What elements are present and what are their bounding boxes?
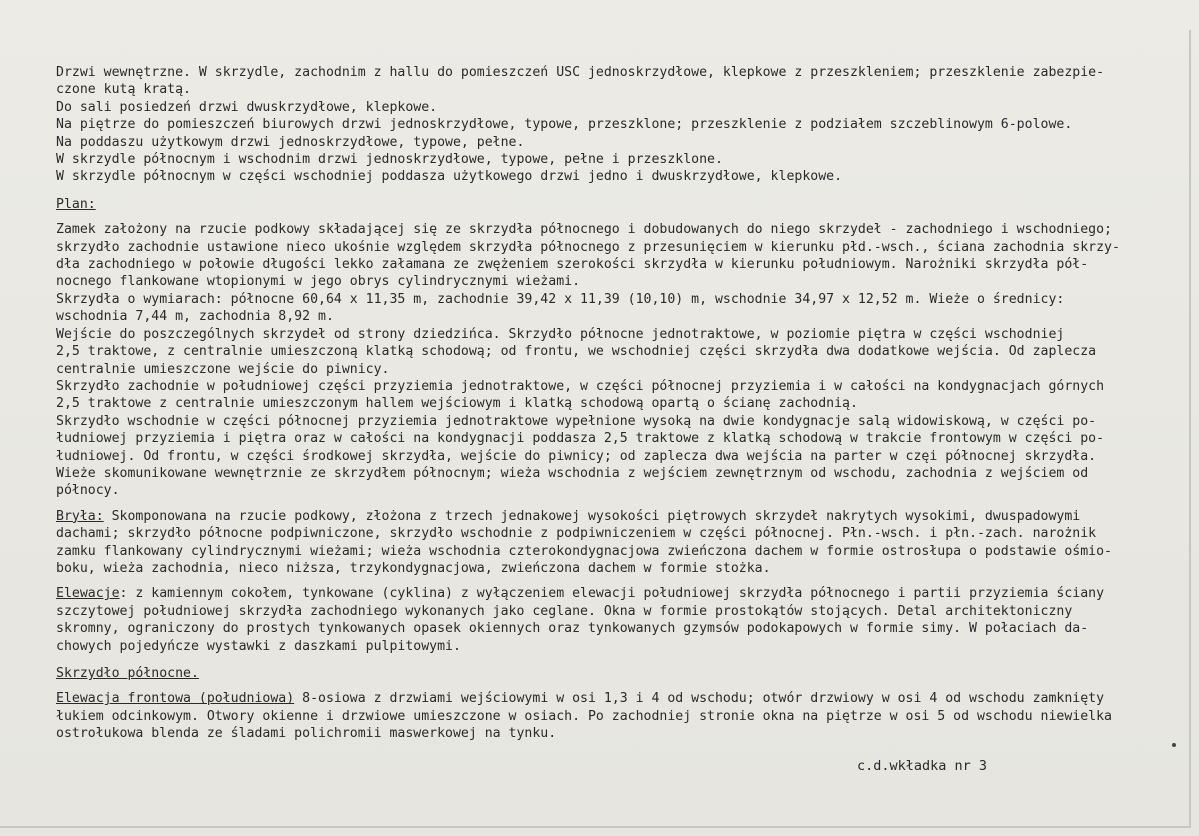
text-run: : z kamiennym cokołem, tynkowane (cyklina) z wyłączeniem elewacji południowej skrzydła północnego i partii przyziemia ściany: [119, 586, 1105, 602]
text-line: Wieże skomunikowane wewnętrznie ze skrzydłem północnym; wieża wschodnia z wejściem zewnętrznym od wschodu, zachodnia z wejściem od: [56, 465, 1089, 481]
text-line: W skrzydle północnym w części wschodniej poddasza użytkowego drzwi jedno i dwuskrzydłowe, klepkowe.: [56, 169, 843, 185]
text-line: Na piętrze do pomieszczeń biurowych drzwi jednoskrzydłowe, typowe, przeszklone; przeszklenie z podziałem szczeblinowym 6-polowe.: [56, 117, 1073, 133]
text-line: dła zachodniego w połowie długości lekko załamana ze zwężeniem szerokości skrzydła w kierunku południowym. Narożniki skrzydła pół-: [56, 257, 1089, 273]
text-line: czone kutą kratą.: [56, 82, 191, 98]
skrzydlo-heading: Skrzydło północne.: [56, 666, 199, 681]
continuation-note: c.d.wkładka nr 3: [857, 758, 988, 774]
text-run: 8-osiowa z drzwiami wejściowymi w osi 1,3 i 4 od wschodu; otwór drzwiowy w osi 4 od wschodu zamknięty: [294, 691, 1105, 707]
text-line: W skrzydle północnym i wschodnim drzwi jednoskrzydłowe, typowe, pełne i przeszklone.: [56, 152, 723, 168]
elewacje-heading: Elewacje: [56, 586, 120, 602]
document-body: [56, 64, 1156, 743]
text-line: Zamek założony na rzucie podkowy składającej się ze skrzydła północnego i dobudowanych do niego skrzydeł - zachodniego i wschodniego;: [56, 222, 1112, 238]
text-line: boku, wieża zachodnia, nieco niższa, trzykondygnacjowa, zwieńczona dachem w formie stożka.: [56, 560, 771, 576]
text-line: Skrzydło zachodnie w południowej części przyziemia jednotraktowe, w części północnej przyziemia i w całości na kondygnacjach górnych: [56, 378, 1105, 394]
text-line: skromny, ograniczony do prostych tynkowanych opasek okiennych oraz tynkowanych gzymsów podokapowych w formie simy. W połaciach da-: [56, 621, 1089, 637]
text-line: łudniowej. Od frontu, w części środkowej skrzydła, wejście do piwnicy; od zaplecza dwa wejścia na parter w częi północnej skrzydła.: [56, 448, 1097, 464]
text-line: nocnego flankowane wtopionymi w jego obrys cylindrycznymi wieżami.: [56, 274, 581, 290]
text-line: skrzydło zachodnie ustawione nieco ukośnie względem skrzydła północnego z przesunięciem w kierunku płd.-wsch., ściana zachodnia skrzy-: [56, 239, 1120, 255]
text-line: północy.: [56, 483, 120, 499]
page-edge-bottom: [0, 826, 1191, 828]
text-line: łudniowej przyziemia i piętra oraz w całości na kondygnacji poddasza 2,5 traktowe z klatką schodową w trakcie frontowym w części po-: [56, 431, 1105, 447]
text-run: Skomponowana na rzucie podkowy, złożona z trzech jednakowej wysokości piętrowych skrzydeł nakrytych wysokimi, dwuspadowymi: [103, 508, 1081, 524]
text-line: Drzwi wewnętrzne. W skrzydle, zachodnim z hallu do pomieszczeń USC jednoskrzydłowe, klepkowe z przeszkleniem; przeszklenie zabezpie-: [56, 65, 1105, 80]
text-line: 2,5 traktowe, z centralnie umieszczoną klatką schodową; od frontu, we wschodniej części skrzydła dwa dodatkowe wejścia. Od zaplecza: [56, 344, 1097, 360]
text-line: szczytowej południowej skrzydła zachodniego wykonanych jako ceglane. Okna w formie prostokątów stojących. Detal architektoniczny: [56, 603, 1073, 619]
text-line: dachami; skrzydło północne podpiwniczone, skrzydło wschodnie z podpiwniczeniem w części północnej. Płn.-wsch. i płn.-zach. narożnik: [56, 526, 1097, 542]
text-line: ostrołukowa blenda ze śladami polichromii maswerkowej na tynku.: [56, 726, 557, 742]
text-line: Na poddaszu użytkowym drzwi jednoskrzydłowe, typowe, pełne.: [56, 134, 525, 150]
bryla-heading: Bryła:: [56, 508, 104, 524]
text-line: centralnie umieszczone wejście do piwnicy.: [56, 361, 390, 377]
ink-dot: [1172, 743, 1176, 747]
text-line: Skrzydło wschodnie w części północnej przyziemia jednotraktowe wypełnione wysoką na dwie kondygnacje salą widowiskową, w części po-: [56, 413, 1097, 429]
plan-heading: Plan:: [56, 196, 96, 212]
text-line: Skrzydła o wymiarach: północne 60,64 x 11,35 m, zachodnie 39,42 x 11,39 (10,10) m, wschodnie 34,97 x 12,52 m. Wieże o średnicy:: [56, 291, 1065, 307]
text-line: wschodnia 7,44 m, zachodnia 8,92 m.: [56, 309, 334, 325]
text-line: Wejście do poszczególnych skrzydeł od strony dziedzińca. Skrzydło północne jednotraktowe, w poziomie piętra w części wschodniej: [56, 326, 1065, 342]
text-line: łukiem odcinkowym. Otwory okienne i drzwiowe umieszczone w osiach. Po zachodniej stronie okna na piętrze w osi 5 od wschodu niewielka: [56, 708, 1112, 724]
frontowa-heading: Elewacja frontowa (południowa): [56, 691, 295, 707]
text-line: 2,5 traktowe z centralnie umieszczonym hallem wejściowym i klatką schodową opartą o ścianę zachodnią.: [56, 396, 858, 412]
page-edge-right: [1189, 30, 1191, 826]
text-line: Do sali posiedzeń drzwi dwuskrzydłowe, klepkowe.: [56, 99, 438, 115]
elewacje-first-line: [56, 585, 1156, 602]
bryla-first-line: [56, 508, 1156, 525]
text-line: zamku flankowany cylindrycznymi wieżami; wieża wschodnia czterokondygnacjowa zwieńczona dachem w formie ostrosłupa o podstawie ośmio-: [56, 543, 1112, 559]
text-line: chowych pojedyńcze wystawki z daszkami pulpitowymi.: [56, 638, 461, 654]
frontowa-first-line: [56, 690, 1156, 707]
